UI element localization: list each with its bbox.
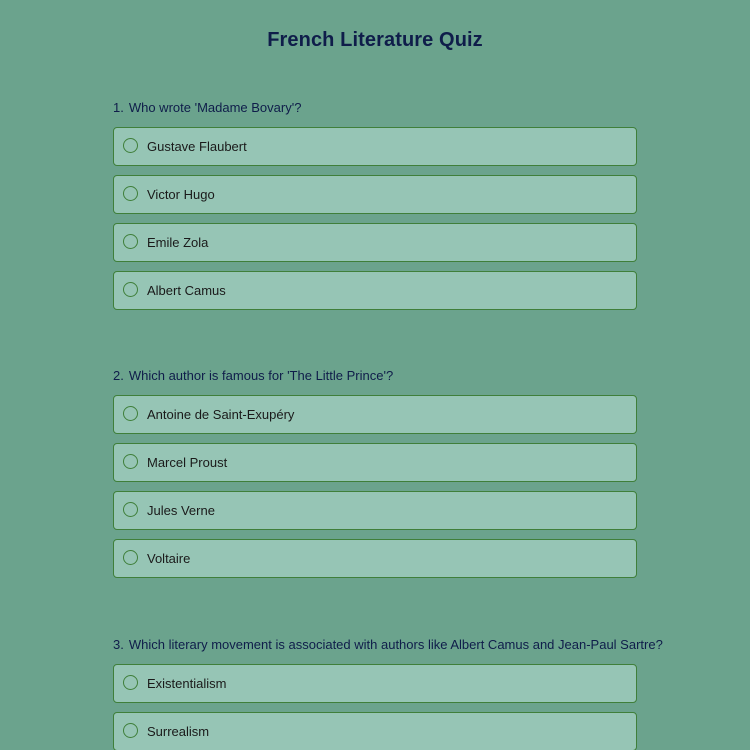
option-label: Victor Hugo xyxy=(147,186,215,202)
radio-button[interactable] xyxy=(123,138,138,153)
option-label: Jules Verne xyxy=(147,502,215,518)
option-label: Surrealism xyxy=(147,723,210,739)
question-text xyxy=(113,367,637,385)
radio-button[interactable] xyxy=(123,406,138,421)
answer-option[interactable] xyxy=(113,664,637,703)
question-label: Which literary movement is associated with authors like Albert Camus and Jean-Paul Sartre? xyxy=(128,637,663,652)
question-2 xyxy=(113,367,637,587)
question-number: 2. xyxy=(113,368,124,383)
answer-option[interactable] xyxy=(113,223,637,262)
radio-button[interactable] xyxy=(123,675,138,690)
option-label: Antoine de Saint-Exupéry xyxy=(147,406,295,422)
option-label: Albert Camus xyxy=(147,282,226,298)
answer-option[interactable] xyxy=(113,712,637,750)
answer-option[interactable] xyxy=(113,443,637,482)
radio-button[interactable] xyxy=(123,723,138,738)
radio-button[interactable] xyxy=(123,282,138,297)
answer-option[interactable] xyxy=(113,395,637,434)
radio-button[interactable] xyxy=(123,186,138,201)
radio-button[interactable] xyxy=(123,234,138,249)
answer-option[interactable] xyxy=(113,491,637,530)
option-label: Emile Zola xyxy=(147,234,209,250)
option-label: Existentialism xyxy=(147,675,227,691)
radio-button[interactable] xyxy=(123,502,138,517)
answer-option[interactable] xyxy=(113,539,637,578)
radio-button[interactable] xyxy=(123,550,138,565)
answer-option[interactable] xyxy=(113,271,637,310)
question-text xyxy=(113,99,637,117)
radio-button[interactable] xyxy=(123,454,138,469)
question-label: Who wrote 'Madame Bovary'? xyxy=(128,100,302,115)
answer-option[interactable] xyxy=(113,175,637,214)
question-label: Which author is famous for 'The Little Prince'? xyxy=(128,368,394,383)
option-label: Marcel Proust xyxy=(147,454,228,470)
quiz-title: French Literature Quiz xyxy=(267,29,483,51)
question-number: 3. xyxy=(113,637,124,652)
question-1 xyxy=(113,99,637,319)
option-label: Voltaire xyxy=(147,550,191,566)
answer-option[interactable] xyxy=(113,127,637,166)
option-label: Gustave Flaubert xyxy=(147,138,247,154)
question-text xyxy=(113,636,663,654)
question-number: 1. xyxy=(113,100,124,115)
question-3 xyxy=(113,636,663,750)
